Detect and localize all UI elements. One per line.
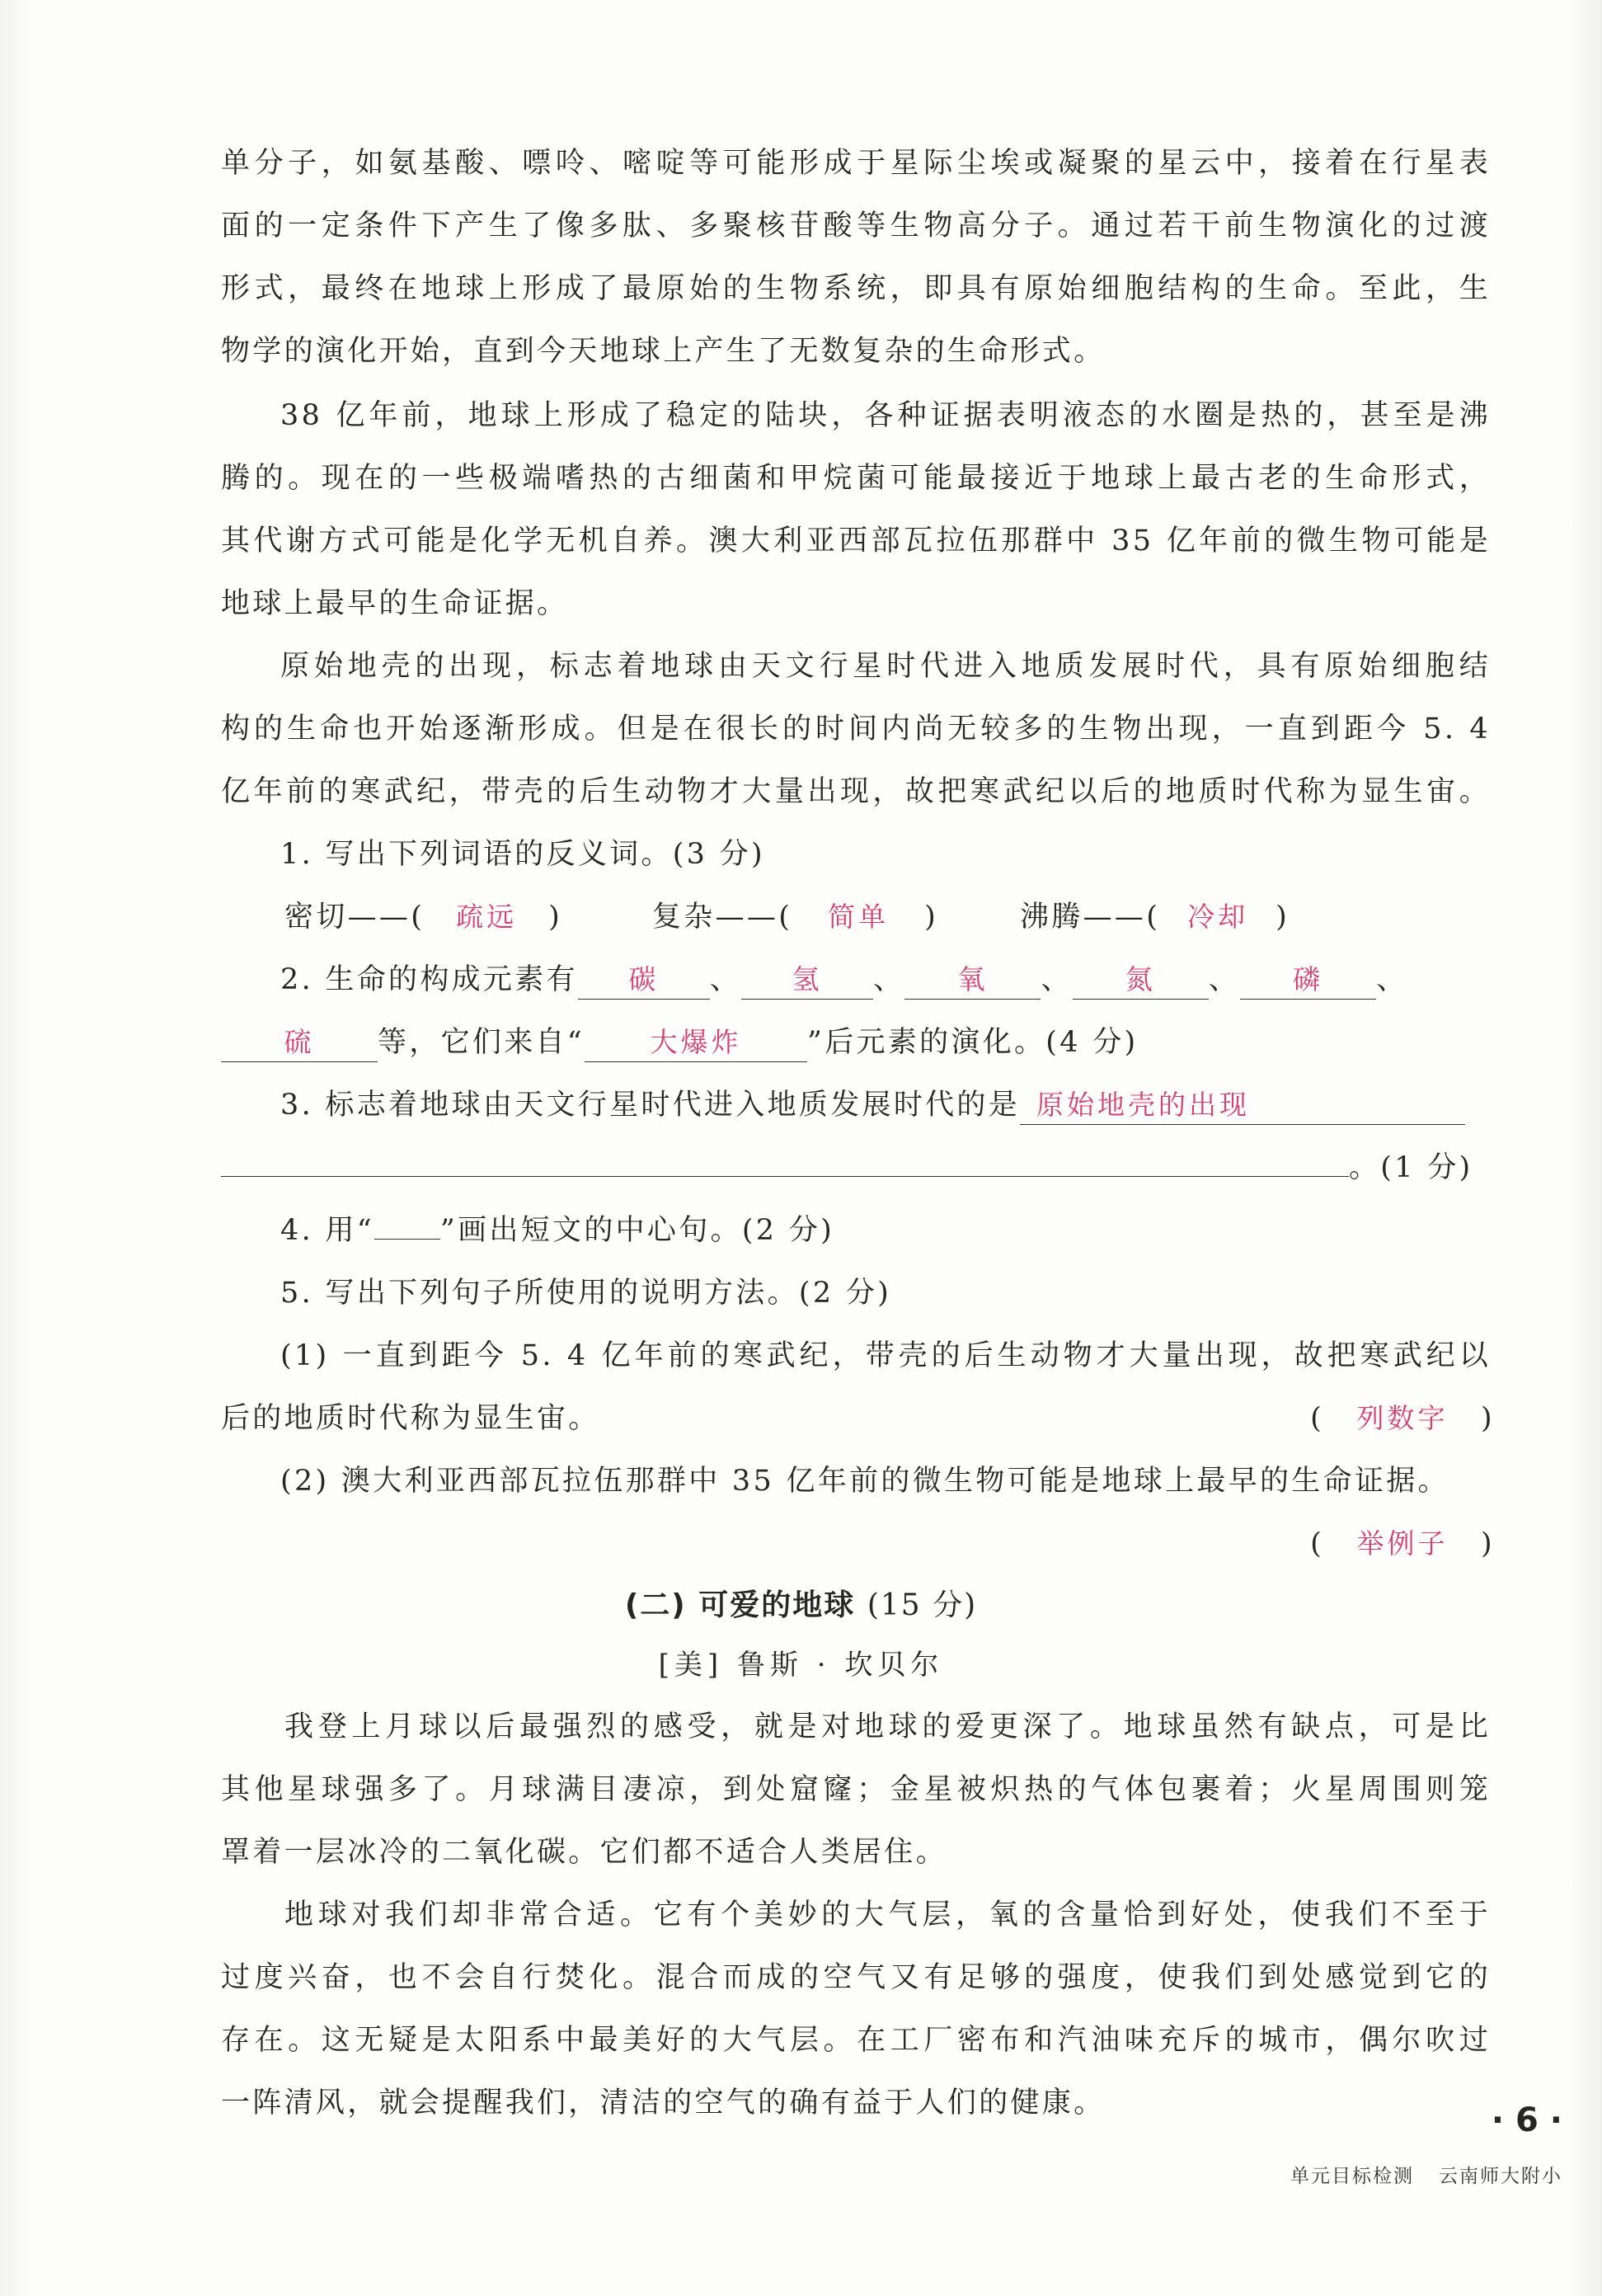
question-1-items	[284, 886, 1488, 948]
open-paren: (	[1310, 1402, 1325, 1435]
passage-line: 38 亿年前，地球上形成了稳定的陆块，各种证据表明液态的水圈是热的，甚至是沸	[280, 399, 1491, 432]
separator: 、	[873, 963, 905, 996]
passage-line: 构的生命也开始逐渐形成。但是在很长的时间内尚无较多的生物出现，一直到距今 5. 4	[221, 713, 1491, 746]
q2-answer-sulfur[interactable]: 硫	[221, 1023, 378, 1062]
q4-underline-sample	[374, 1239, 440, 1240]
q1-answer-1[interactable]: 疏远	[456, 901, 518, 933]
passage-line: 亿年前的寒武纪，带壳的后生动物才大量出现，故把寒武纪以后的地质时代称为显生宙。	[221, 775, 1491, 808]
passage-line: 单分子，如氨基酸、嘌呤、嘧啶等可能形成于星际尘埃或凝聚的星云中，接着在行星表	[221, 147, 1491, 180]
q5-answer-2[interactable]: 举例子	[1356, 1527, 1449, 1560]
separator: 、	[1376, 963, 1408, 996]
page-number: · 6 ·	[1491, 2101, 1562, 2139]
question-3-line-2	[221, 1136, 1491, 1199]
q3-suffix: 。(1 分)	[1349, 1151, 1473, 1184]
section-2-title	[0, 1577, 1602, 1635]
separator: 、	[1041, 963, 1073, 996]
close-paren: )	[1481, 1527, 1495, 1560]
question-2-line-2	[221, 1011, 1491, 1074]
question-1-stem: 1. 写出下列词语的反义词。(3 分)	[280, 838, 765, 871]
q1-word-1: 密切——(	[284, 901, 425, 934]
passage-2-line: 罩着一层冰冷的二氧化碳。它们都不适合人类居住。	[221, 1836, 947, 1869]
separator: 、	[1208, 963, 1241, 996]
q2-answer-oxygen[interactable]: 氧	[904, 961, 1041, 1000]
q3-answer[interactable]: 原始地壳的出现	[1020, 1086, 1465, 1125]
q2-answer-hydrogen[interactable]: 氢	[741, 961, 873, 1000]
close-paren: )	[1481, 1402, 1495, 1435]
open-paren: (	[1310, 1527, 1325, 1560]
q2-answer-phosphorus[interactable]: 磷	[1240, 961, 1376, 1000]
question-3-line-1	[280, 1074, 1492, 1136]
q5-sentence-1-line-1: (1) 一直到距今 5. 4 亿年前的寒武纪，带壳的后生动物才大量出现，故把寒武纪以	[280, 1339, 1491, 1372]
q5-sentence-2-line-1: (2) 澳大利亚西部瓦拉伍那群中 35 亿年前的微生物可能是地球上最早的生命证据。	[280, 1465, 1449, 1498]
passage-line: 原始地壳的出现，标志着地球由天文行星时代进入地质发展时代，具有原始细胞结	[280, 650, 1491, 683]
q5-sentence-2-line-2	[221, 1513, 1495, 1575]
page-footer	[1290, 2161, 1562, 2188]
q4-suffix: ”画出短文的中心句。(2 分)	[439, 1214, 835, 1247]
q2-prefix: 2. 生命的构成元素有	[280, 963, 578, 996]
footer-right: 云南师大附小	[1439, 2166, 1562, 2187]
q2-suffix: ”后元素的演化。(4 分)	[807, 1026, 1139, 1059]
passage-2-line: 其他星球强多了。月球满目凄凉，到处窟窿；金星被炽热的气体包裹着；火星周围则笼	[221, 1773, 1491, 1806]
q5-answer-1-group	[1310, 1387, 1495, 1450]
passage-line: 形式，最终在地球上形成了最原始的生物系统，即具有原始细胞结构的生命。至此，生	[221, 272, 1491, 305]
passage-2-line: 存在。这无疑是太阳系中最美好的大气层。在工厂密布和汽油味充斥的城市，偶尔吹过	[221, 2024, 1491, 2057]
footer-left: 单元目标检测	[1290, 2166, 1414, 2187]
q3-stem: 3. 标志着地球由天文行星时代进入地质发展时代的是	[280, 1089, 1021, 1122]
section-2-points: (15 分)	[867, 1588, 978, 1622]
q3-answer-continuation[interactable]	[221, 1176, 1349, 1177]
q2-answer-nitrogen[interactable]: 氮	[1073, 961, 1209, 1000]
q2-mid: 等，它们来自“	[378, 1026, 585, 1059]
passage-2-line: 地球对我们却非常合适。它有个美妙的大气层，氧的含量恰到好处，使我们不至于	[284, 1898, 1491, 1931]
q5-answer-2-group	[1310, 1513, 1495, 1575]
q1-close-2: )	[924, 901, 939, 934]
q1-answer-3[interactable]: 冷却	[1187, 901, 1249, 933]
passage-2-line: 我登上月球以后最强烈的感受，就是对地球的爱更深了。地球虽然有缺点，可是比	[284, 1710, 1491, 1743]
passage-line: 其代谢方式可能是化学无机自养。澳大利亚西部瓦拉伍那群中 35 亿年前的微生物可能是	[221, 525, 1491, 558]
passage-2-line: 一阵清风，就会提醒我们，清洁的空气的确有益于人们的健康。	[221, 2087, 1106, 2120]
passage-line: 面的一定条件下产生了像多肽、多聚核苷酸等生物高分子。通过若干前生物演化的过渡	[221, 209, 1491, 242]
passage-line: 腾的。现在的一些极端嗜热的古细菌和甲烷菌可能最接近于地球上最古老的生命形式，	[221, 462, 1491, 495]
q5-sentence-1-text: 后的地质时代称为显生宙。	[221, 1402, 600, 1435]
q5-sentence-1-line-2	[221, 1387, 1495, 1450]
q4-prefix: 4. 用“	[280, 1214, 374, 1247]
q1-word-2: 复杂——(	[652, 901, 793, 934]
passage-2-line: 过度兴奋，也不会自行焚化。混合而成的空气又有足够的强度，使我们到处感觉到它的	[221, 1961, 1491, 1994]
q1-close-1: )	[548, 901, 563, 934]
question-5-stem: 5. 写出下列句子所使用的说明方法。(2 分)	[280, 1277, 892, 1310]
q2-answer-carbon[interactable]: 碳	[578, 961, 710, 1000]
q1-answer-2[interactable]: 简单	[828, 901, 890, 933]
section-2-author: [美] 鲁斯 · 坎贝尔	[658, 1649, 944, 1682]
passage-line: 物学的演化开始，直到今天地球上产生了无数复杂的生命形式。	[221, 335, 1106, 368]
q2-answer-big-bang[interactable]: 大爆炸	[585, 1023, 807, 1062]
q1-close-3: )	[1275, 901, 1290, 934]
question-2-line-1	[280, 948, 1492, 1011]
section-2-title-text: (二) 可爱的地球	[624, 1588, 856, 1622]
separator: 、	[709, 963, 742, 996]
passage-line: 地球上最早的生命证据。	[221, 587, 569, 620]
q1-word-3: 沸腾——(	[1020, 901, 1161, 934]
q5-answer-1[interactable]: 列数字	[1356, 1402, 1449, 1434]
question-4	[280, 1199, 1491, 1262]
